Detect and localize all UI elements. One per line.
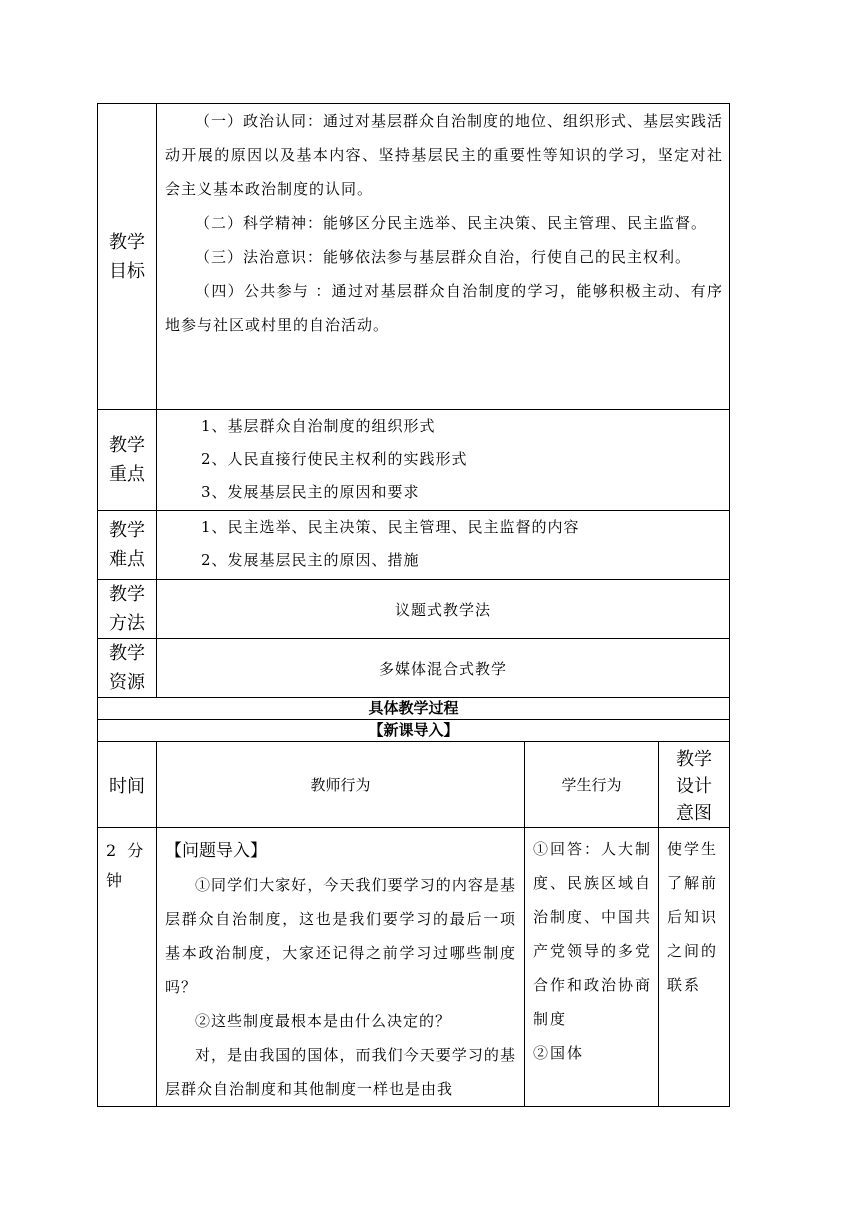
intent-header-line1: 教学 [676,749,712,770]
key-point-item: 2、人民直接行使民主权利的实践形式 [201,450,468,468]
student-answer: ①回答：人大制度、民族区域自治制度、中国共产党领导的多党合作和政治协商制度 [533,840,653,1028]
intent-header-line2: 设计 [676,776,712,797]
difficulties-content [157,511,730,580]
objectives-label-line2: 目标 [109,260,145,282]
difficulties-label [98,511,157,580]
lesson-plan-table [97,103,730,1107]
key-points-label [98,410,157,511]
method-row [98,580,730,639]
lesson-plan-page [97,103,729,1107]
key-point-item: 1、基层群众自治制度的组织形式 [201,417,436,435]
method-label [98,580,157,639]
objective-paragraph: （一）政治认同：通过对基层群众自治制度的地位、组织形式、基层实践活动开展的原因以及基本内容、坚持基层民主的重要性等知识的学习，坚定对社会主义基本政治制度的认同。 [165,112,724,198]
teacher-paragraph: ②这些制度最根本是由什么决定的？ [195,1012,452,1030]
intent-header-line3: 意图 [676,803,712,824]
objective-paragraph: （二）科学精神：能够区分民主选举、民主决策、民主管理、民主监督。 [195,214,708,232]
design-intent-text: 使学生了解前后知识之间的联系 [667,840,719,994]
key-points-content [157,410,730,511]
process-title-row [98,698,730,720]
section-title-row [98,720,730,742]
difficulties-label-line2: 难点 [109,549,145,570]
resources-label [98,639,157,698]
resources-label-line2: 资源 [109,672,145,693]
method-label-line2: 方法 [109,613,145,634]
student-answer: ②国体 [533,1044,585,1062]
difficulty-item: 1、民主选举、民主决策、民主管理、民主监督的内容 [201,518,580,536]
column-header-row [98,742,730,828]
teacher-column-header: 教师行为 [157,742,525,828]
section-title: 【新课导入】 [98,720,730,742]
key-point-item: 3、发展基层民主的原因和要求 [201,483,420,501]
key-points-label-line2: 重点 [109,464,145,485]
difficulties-row [98,511,730,580]
time-cell: 2 分钟 [98,828,157,1107]
objectives-content [157,104,730,410]
key-points-row [98,410,730,511]
student-behavior-cell [525,828,659,1107]
objective-paragraph: （四）公共参与 ：通过对基层群众自治制度的学习，能够积极主动、有序地参与社区或村里的自治活动。 [165,282,723,334]
teacher-paragraph: 对，是由我国的国体，而我们今天要学习的基层群众自治制度和其他制度一样也是由我 [165,1046,516,1098]
design-intent-cell [659,828,730,1107]
resources-value: 多媒体混合式教学 [157,639,730,698]
objectives-label [98,104,157,410]
objective-paragraph: （三）法治意识：能够依法参与基层群众自治，行使自己的民主权利。 [195,248,692,266]
method-value: 议题式教学法 [157,580,730,639]
difficulties-label-line1: 教学 [109,520,145,541]
process-title: 具体教学过程 [98,698,730,720]
resources-row [98,639,730,698]
teacher-paragraph: ①同学们大家好，今天我们要学习的内容是基层群众自治制度，这也是我们要学习的最后一项基本政治制度，大家还记得之前学习过哪些制度吗？ [165,876,516,996]
intent-column-header [659,742,730,828]
time-column-header: 时间 [98,742,157,828]
method-label-line1: 教学 [109,584,145,605]
teacher-behavior-cell [157,828,525,1107]
objectives-label-line1: 教学 [109,231,145,253]
process-row [98,828,730,1107]
student-column-header: 学生行为 [525,742,659,828]
key-points-label-line1: 教学 [109,435,145,456]
objectives-row [98,104,730,410]
teacher-section-title: 【问题导入】 [165,841,267,861]
resources-label-line1: 教学 [109,643,145,664]
difficulty-item: 2、发展基层民主的原因、措施 [201,551,420,569]
